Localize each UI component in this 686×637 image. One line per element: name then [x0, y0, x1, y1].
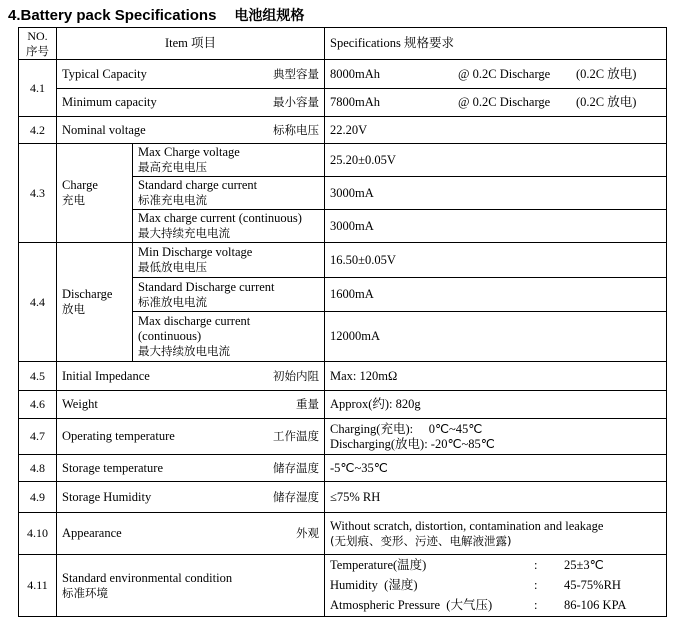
table-row [19, 555, 667, 617]
row-no: 4.11 [19, 555, 57, 617]
row-no: 4.7 [19, 419, 57, 455]
spec-cell: Without scratch, distortion, contamination and leakage (无划痕、变形、污迹、电解液泄露) [325, 513, 667, 555]
table-row [19, 144, 667, 177]
spec-cell: 7800mAh @ 0.2C Discharge (0.2C 放电) [325, 89, 667, 117]
item-cell: Nominal voltage 标称电压 [57, 117, 325, 144]
header-spec: Specifications 规格要求 [325, 28, 667, 60]
sub-item-cell: Max discharge current (continuous) 最大持续放电电流 [133, 312, 325, 362]
table-header-row [19, 28, 667, 60]
spec-cell: 8000mAh @ 0.2C Discharge (0.2C 放电) [325, 60, 667, 89]
row-no: 4.4 [19, 243, 57, 362]
section-title-en: 4.Battery pack Specifications [8, 7, 217, 24]
table-row [19, 391, 667, 419]
group-cell: Discharge 放电 [57, 243, 133, 362]
spec-cell: 12000mA [325, 312, 667, 362]
spec-cell: 3000mA [325, 210, 667, 243]
sub-item-cell: Max Charge voltage 最高充电电压 [133, 144, 325, 177]
row-no: 4.6 [19, 391, 57, 419]
item-cell: Standard environmental condition 标准环境 [57, 555, 325, 617]
header-no: NO. 序号 [19, 28, 57, 60]
spec-cell: -5℃~35℃ [325, 455, 667, 482]
spec-cell: 22.20V [325, 117, 667, 144]
item-cell: Operating temperature 工作温度 [57, 419, 325, 455]
spec-cell [325, 555, 667, 617]
environment-conditions: Temperature(温度) : 25±3℃ Humidity (湿度) : 45-75%RH Atmospheric Pressure (大气压) : 86-106 KPA [330, 558, 627, 612]
spec-cell: Approx(约): 820g [325, 391, 667, 419]
spec-cell: 25.20±0.05V [325, 144, 667, 177]
table-row [19, 513, 667, 555]
spec-cell: ≤75% RH [325, 482, 667, 513]
table-row [19, 117, 667, 144]
spec-cell: 3000mA [325, 177, 667, 210]
spec-cell: 1600mA [325, 278, 667, 312]
spec-cell: 16.50±0.05V [325, 243, 667, 278]
sub-item-cell: Standard charge current 标准充电电流 [133, 177, 325, 210]
table-row [19, 362, 667, 391]
spec-cell: Charging(充电): 0℃~45℃ Discharging(放电): -20℃~85℃ [325, 419, 667, 455]
row-no: 4.8 [19, 455, 57, 482]
group-cell: Charge 充电 [57, 144, 133, 243]
row-no: 4.5 [19, 362, 57, 391]
spec-cell: Max: 120mΩ [325, 362, 667, 391]
item-cell: Weight 重量 [57, 391, 325, 419]
sub-item-cell: Max charge current (continuous) 最大持续充电电流 [133, 210, 325, 243]
item-cell: Minimum capacity 最小容量 [57, 89, 325, 117]
row-no: 4.3 [19, 144, 57, 243]
section-title [8, 5, 304, 25]
item-cell: Typical Capacity 典型容量 [57, 60, 325, 89]
item-cell: Storage Humidity 储存湿度 [57, 482, 325, 513]
row-no: 4.1 [19, 60, 57, 117]
item-cell: Initial Impedance 初始内阻 [57, 362, 325, 391]
item-cell: Storage temperature 储存温度 [57, 455, 325, 482]
table-row [19, 60, 667, 89]
header-item: Item 项目 [57, 28, 325, 60]
table-row [19, 243, 667, 278]
row-no: 4.9 [19, 482, 57, 513]
spec-table [18, 27, 667, 617]
table-row [19, 482, 667, 513]
row-no: 4.2 [19, 117, 57, 144]
section-title-cn: 电池组规格 [234, 8, 305, 24]
item-cell: Appearance 外观 [57, 513, 325, 555]
sub-item-cell: Min Discharge voltage 最低放电电压 [133, 243, 325, 278]
table-row [19, 419, 667, 455]
sub-item-cell: Standard Discharge current 标准放电电流 [133, 278, 325, 312]
table-row [19, 455, 667, 482]
row-no: 4.10 [19, 513, 57, 555]
table-row [19, 89, 667, 117]
